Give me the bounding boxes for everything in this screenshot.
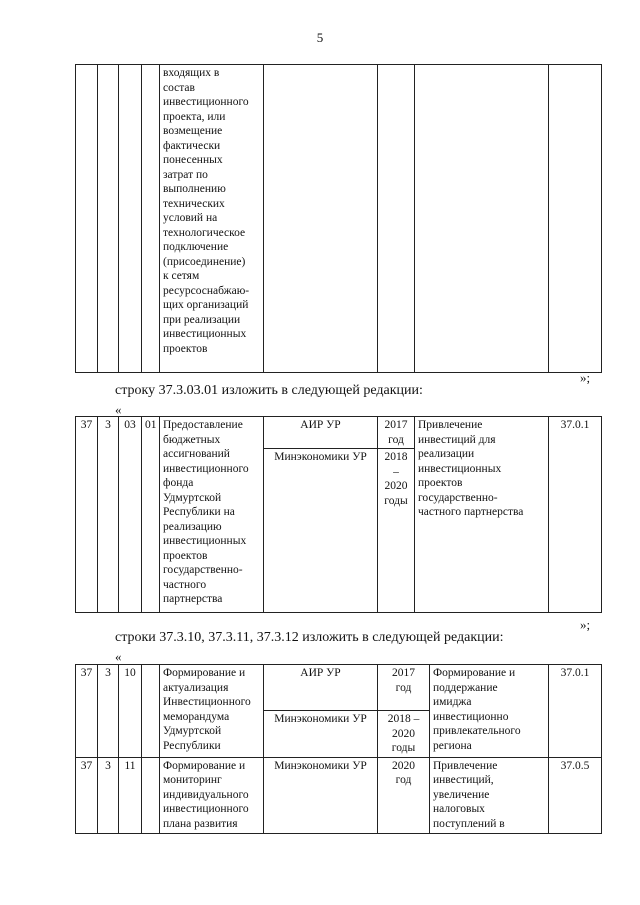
cell-empty <box>378 65 415 373</box>
cell-empty <box>142 757 160 833</box>
cell-empty <box>142 65 160 373</box>
table-row-37-3-03-01 <box>75 416 602 613</box>
cell-indicator: 37.0.1 <box>549 417 602 613</box>
cell-empty <box>142 665 160 758</box>
cell-name: Формирование и актуализация Инвестиционного меморандума Удмуртской Республики <box>160 665 264 758</box>
opening-quote: « <box>115 649 122 664</box>
cell-description: входящих в состав инвестиционного проекта, или возмещение фактически понесенных затрат по выполнению технических условий на технологическое подключение (присоединение) к сетям ресурсоснабжаю- щих организаций при реализации инвестиционных проектов <box>160 65 264 373</box>
cell-year: 2020 год <box>378 757 430 833</box>
cell-result: Привлечение инвестиций, увеличение налоговых поступлений в <box>430 757 549 833</box>
cell-year: 2018 – 2020 годы <box>378 449 415 613</box>
table-rows-37-3-10-12 <box>75 664 602 834</box>
cell-empty <box>98 65 119 373</box>
cell-code: 37 <box>76 665 98 758</box>
cell-name: Предоставление бюджетных ассигнований инвестиционного фонда Удмуртской Республики на реализацию инвестиционных проектов государственно- частного партнерства <box>160 417 264 613</box>
cell-code: 01 <box>142 417 160 613</box>
page-number: 5 <box>316 30 324 45</box>
cell-year: 2017 год <box>378 665 430 711</box>
cell-code: 37 <box>76 757 98 833</box>
cell-code: 3 <box>98 417 119 613</box>
cell-empty <box>76 65 98 373</box>
cell-empty <box>119 65 142 373</box>
cell-result: Привлечение инвестиций для реализации инвестиционных проектов государственно- частного партнерства <box>415 417 549 613</box>
instruction-text: строку 37.3.03.01 изложить в следующей редакции: <box>115 383 423 398</box>
cell-empty <box>549 65 602 373</box>
cell-year: 2018 – 2020 годы <box>378 711 430 758</box>
cell-executor: Минэкономики УР <box>264 757 378 833</box>
closing-quote: »; <box>580 370 591 385</box>
cell-code: 11 <box>119 757 142 833</box>
cell-empty <box>264 65 378 373</box>
cell-code: 3 <box>98 757 119 833</box>
cell-indicator: 37.0.1 <box>549 665 602 758</box>
cell-executor: Минэкономики УР <box>264 711 378 758</box>
cell-result: Формирование и поддержание имиджа инвестиционно привлекательного региона <box>430 665 549 758</box>
closing-quote: »; <box>580 617 591 632</box>
cell-code: 10 <box>119 665 142 758</box>
cell-code: 03 <box>119 417 142 613</box>
cell-executor: Минэкономики УР <box>264 449 378 613</box>
table-continuation <box>75 64 602 373</box>
cell-code: 37 <box>76 417 98 613</box>
cell-indicator: 37.0.5 <box>549 757 602 833</box>
cell-empty <box>415 65 549 373</box>
opening-quote: « <box>115 402 122 417</box>
cell-executor: АИР УР <box>264 417 378 449</box>
cell-executor: АИР УР <box>264 665 378 711</box>
instruction-text: строки 37.3.10, 37.3.11, 37.3.12 изложить в следующей редакции: <box>115 630 504 645</box>
cell-year: 2017 год <box>378 417 415 449</box>
cell-name: Формирование и мониторинг индивидуального инвестиционного плана развития <box>160 757 264 833</box>
cell-code: 3 <box>98 665 119 758</box>
